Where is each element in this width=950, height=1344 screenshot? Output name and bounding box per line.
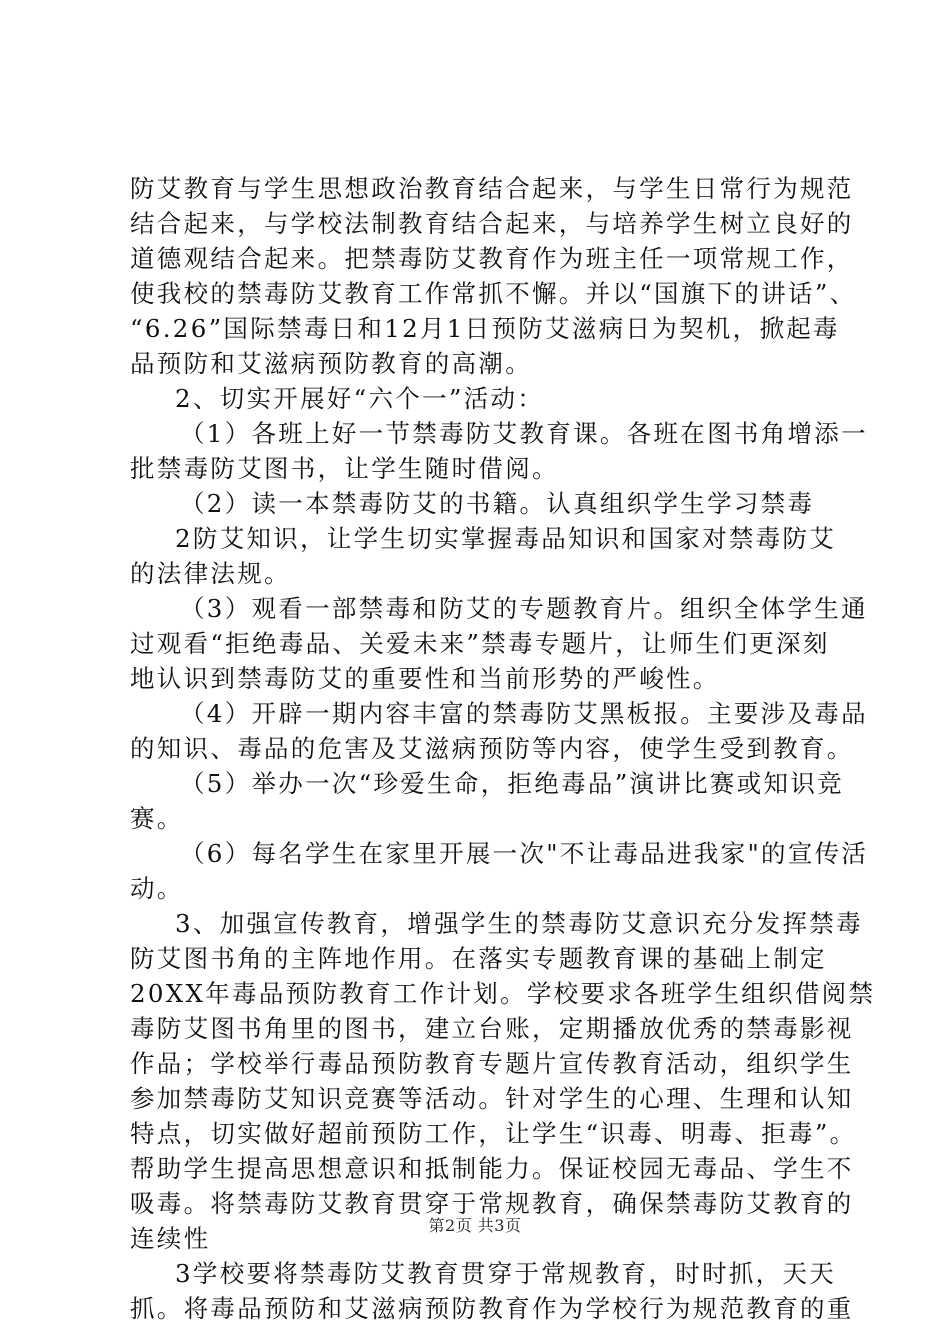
text-line: 帮助学生提高思想意识和抵制能力。保证校园无毒品、学生不	[130, 1154, 854, 1183]
text-line: 地认识到禁毒防艾的重要性和当前形势的严峻性。	[130, 664, 720, 693]
text-line: （3）观看一部禁毒和防艾的专题教育片。组织全体学生通	[180, 594, 868, 623]
text-line: 动。	[130, 874, 184, 903]
text-line: 品预防和艾滋病预防教育的高潮。	[130, 349, 532, 378]
text-line: 赛。	[130, 804, 184, 833]
text-line: （4）开辟一期内容丰富的禁毒防艾黑板报。主要涉及毒品	[180, 699, 868, 728]
text-line: （5）举办一次“珍爱生命，拒绝毒品”演讲比赛或知识竞	[180, 769, 844, 798]
text-line: 20XX年毒品预防教育工作计划。学校要求各班学生组织借阅禁	[130, 979, 876, 1008]
text-line: 2防艾知识，让学生切实掌握毒品知识和国家对禁毒防艾	[175, 524, 837, 553]
text-line: 抓。将毒品预防和艾滋病预防教育作为学校行为规范教育的重	[130, 1294, 854, 1323]
text-line: 连续性	[130, 1224, 211, 1253]
text-line: 防艾教育与学生思想政治教育结合起来，与学生日常行为规范	[130, 174, 854, 203]
text-line: 结合起来，与学校法制教育结合起来，与培养学生树立良好的	[130, 209, 854, 238]
text-line: 过观看“拒绝毒品、关爱未来”禁毒专题片，让师生们更深刻	[130, 629, 830, 658]
text-line: 3、加强宣传教育，增强学生的禁毒防艾意识充分发挥禁毒	[175, 909, 863, 938]
text-line: 参加禁毒防艾知识竞赛等活动。针对学生的心理、生理和认知	[130, 1084, 854, 1113]
text-line: （2）读一本禁毒防艾的书籍。认真组织学生学习禁毒	[180, 489, 815, 518]
text-line: “6.26”国际禁毒日和12月1日预防艾滋病日为契机，掀起毒	[130, 314, 840, 343]
text-line: 使我校的禁毒防艾教育工作常抓不懈。并以“国旗下的讲话”、	[130, 279, 857, 308]
text-line: 吸毒。将禁毒防艾教育贯穿于常规教育，确保禁毒防艾教育的	[130, 1189, 854, 1218]
text-line: 特点，切实做好超前预防工作，让学生“识毒、明毒、拒毒”。	[130, 1119, 857, 1148]
text-line: 道德观结合起来。把禁毒防艾教育作为班主任一项常规工作，	[130, 244, 854, 273]
text-line: 防艾图书角的主阵地作用。在落实专题教育课的基础上制定	[130, 944, 827, 973]
page-number-footer: 第2页 共3页	[428, 1216, 522, 1235]
text-line: 毒防艾图书角里的图书，建立台账，定期播放优秀的禁毒影视	[130, 1014, 854, 1043]
text-line: 2、切实开展好“六个一”活动：	[175, 384, 545, 413]
text-line: 批禁毒防艾图书，让学生随时借阅。	[130, 454, 559, 483]
text-line: 作品；学校举行毒品预防教育专题片宣传教育活动，组织学生	[130, 1049, 854, 1078]
text-line: 的知识、毒品的危害及艾滋病预防等内容，使学生受到教育。	[130, 734, 854, 763]
text-line: 的法律法规。	[130, 559, 291, 588]
text-line: （1）各班上好一节禁毒防艾教育课。各班在图书角增添一	[180, 419, 868, 448]
text-line: 3学校要将禁毒防艾教育贯穿于常规教育，时时抓，天天	[175, 1259, 837, 1288]
text-line: （6）每名学生在家里开展一次"不让毒品进我家"的宣传活	[180, 839, 869, 868]
